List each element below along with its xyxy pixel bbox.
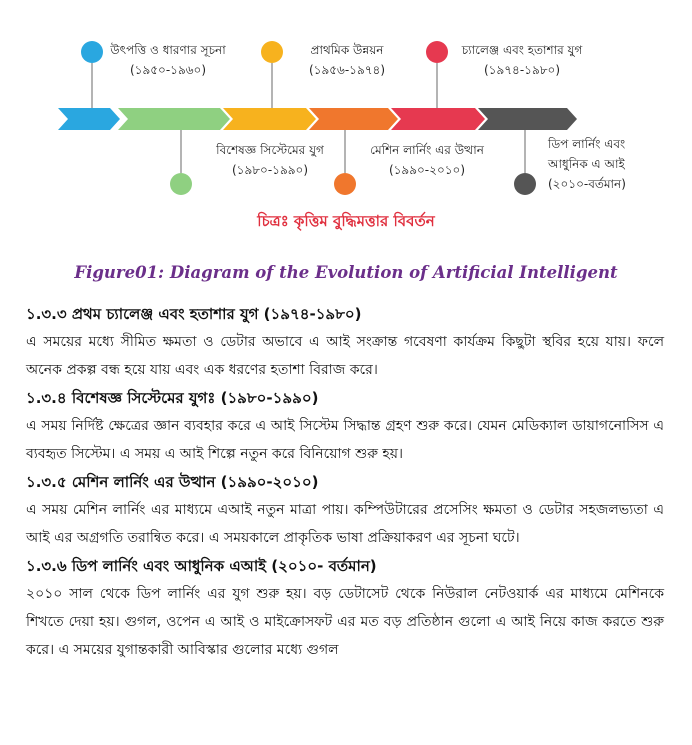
figure-caption-bengali: চিত্রঃ কৃত্তিম বুদ্ধিমত্তার বিবর্তন (257, 212, 435, 230)
event-years: (১৯৫৬-১৯৭৪) (308, 63, 386, 77)
section-paragraph: এ সময়ের মধ্যে সীমিত ক্ষমতা ও ডেটার অভাবে এ আই সংক্রান্ত গবেষণা কার্যক্রম কিছুটা স্থবির হয়ে যায়। ফলে অনেক প্রকল্প বন্ধ হয়ে যায় এবং এক ধরণের হতাশা বিরাজ করে। (26, 334, 664, 378)
event-years: (১৯৮০-১৯৯০) (231, 163, 309, 177)
timeline-event-1 (110, 40, 225, 80)
timeline-event-6 (548, 134, 626, 194)
event-years: (১৯৫০-১৯৬০) (129, 63, 207, 77)
timeline-event-3 (309, 40, 385, 80)
section-heading: ১.৩.৪ বিশেষজ্ঞ সিস্টেমের যুগঃ (১৯৮০-১৯৯০) (26, 389, 319, 407)
timeline-segment-orange (309, 108, 398, 130)
event-years: (২০১০-বর্তমান) (548, 177, 626, 191)
timeline-event-2 (216, 140, 324, 180)
timeline-segment-red (391, 108, 485, 130)
timeline-event-5 (462, 40, 583, 80)
timeline-dot-dark (514, 173, 536, 195)
timeline-dot-yellow (261, 41, 283, 63)
timeline-segment-dark (478, 108, 577, 130)
event-title-line2: আধুনিক এ আই (548, 157, 625, 171)
timeline-dot-red (426, 41, 448, 63)
section-paragraph: এ সময় মেশিন লার্নিং এর মাধ্যমে এআই নতুন মাত্রা পায়। কম্পিউটারের প্রসেসিং ক্ষমতা ও ডেটার সহজলভ্যতা এ আই এর অগ্রগতি তরান্বিত করে। এ সময়কালে প্রাকৃতিক ভাষা প্রক্রিয়াকরণ এর সূচনা ঘটে। (26, 502, 664, 546)
timeline-dot-green (170, 173, 192, 195)
timeline-event-4 (370, 140, 484, 180)
figure-caption-english: Figure01: Diagram of the Evolution of Artificial Intelligent (74, 263, 618, 282)
section-heading: ১.৩.৩ প্রথম চ্যালেঞ্জ এবং হতাশার যুগ (১৯৭৪-১৯৮০) (26, 305, 362, 323)
section-paragraph: ২০১০ সাল থেকে ডিপ লার্নিং এর যুগ শুরু হয়। বড় ডেটাসেট থেকে নিউরাল নেটওয়ার্ক এর মাধ্যমে মেশিনকে শিখতে দেয়া হয়। গুগল, ওপেন এ আই ও মাইক্রোসফট এর মত বড় প্রতিষ্ঠান গুলো এ আই নিয়ে কাজ করতে শুরু করে। এ সময়ের যুগান্তকারী আবিস্কার গুলোর মধ্যে গুগল (26, 586, 664, 658)
timeline-segment-blue (58, 108, 120, 130)
timeline-dot-orange (334, 173, 356, 195)
event-title: ডিপ লার্নিং এবং (548, 137, 626, 151)
section-heading: ১.৩.৬ ডিপ লার্নিং এবং আধুনিক এআই (২০১০- বর্তমান) (26, 557, 377, 575)
section-heading: ১.৩.৫ মেশিন লার্নিং এর উত্থান (১৯৯০-২০১০) (26, 473, 319, 491)
section-paragraph: এ সময় নির্দিষ্ট ক্ষেত্রের জ্ঞান ব্যবহার করে এ আই সিস্টেম সিদ্ধান্ত গ্রহণ শুরু করে। যেমন মেডিক্যাল ডায়াগনোসিস এ ব্যবহৃত সিস্টেম। এ সময় এ আই শিল্পে নতুন করে বিনিয়োগ শুরু হয়। (26, 418, 664, 462)
event-years: (১৯৯০-২০১০) (388, 163, 466, 177)
event-years: (১৯৭৪-১৯৮০) (483, 63, 561, 77)
event-title: বিশেষজ্ঞ সিস্টেমের যুগ (216, 143, 324, 157)
document-body (26, 300, 664, 664)
event-title: চ্যালেঞ্জ এবং হতাশার যুগ (461, 43, 583, 57)
timeline-segment-green (118, 108, 230, 130)
timeline-dot-blue (81, 41, 103, 63)
event-title: মেশিন লার্নিং এর উত্থান (370, 143, 484, 157)
timeline-segment-yellow (223, 108, 316, 130)
event-title: উৎপত্তি ও ধারণার সূচনা (110, 43, 226, 57)
event-title: প্রাথমিক উন্নয়ন (310, 43, 384, 57)
